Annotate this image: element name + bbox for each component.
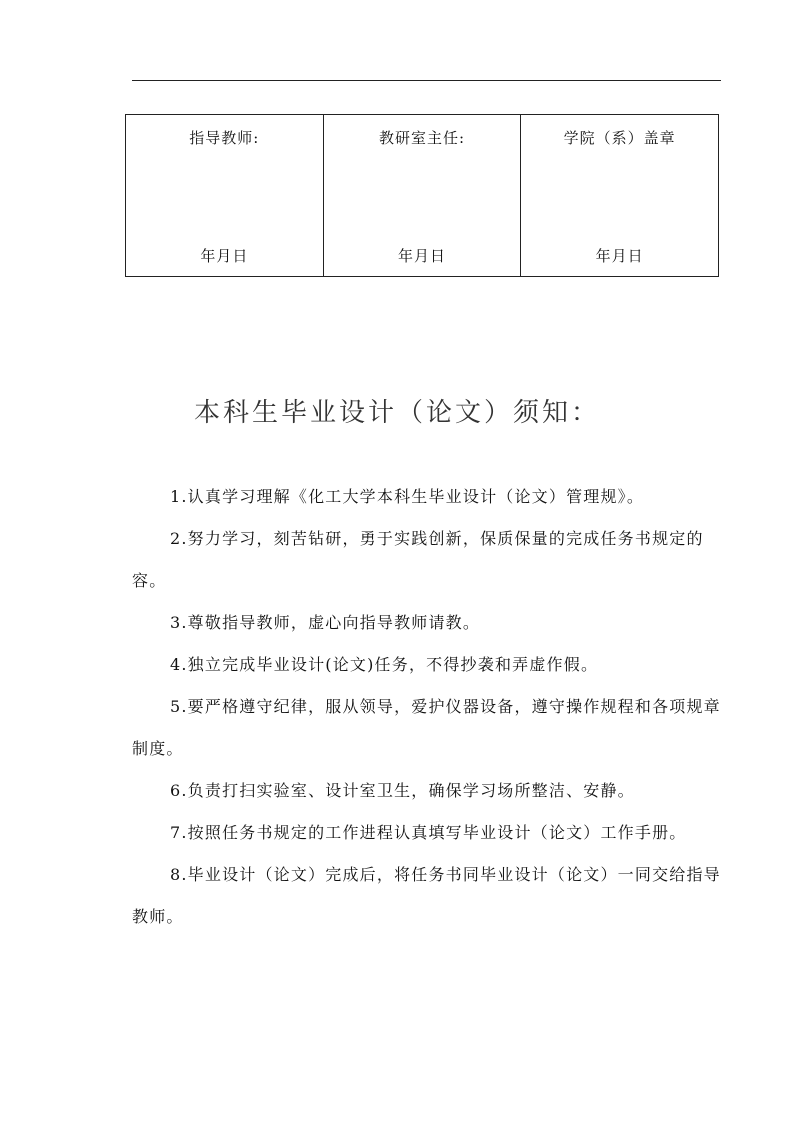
advisor-signature-cell (126, 115, 324, 277)
notice-list (132, 476, 722, 938)
advisor-label: 指导教师: (189, 129, 260, 147)
notice-item: 8.毕业设计（论文）完成后，将任务书同毕业设计（论文）一同交给指导教师。 (132, 865, 721, 926)
notice-item: 4.独立完成毕业设计(论文)任务，不得抄袭和弄虚作假。 (170, 655, 599, 674)
signature-table (125, 114, 719, 277)
notice-item: 5.要严格遵守纪律，服从领导，爱护仪器设备，遵守操作规程和各项规章制度。 (132, 697, 721, 758)
school-seal-cell (521, 115, 719, 277)
header-rule (132, 80, 721, 81)
school-seal-label: 学院（系）盖章 (563, 129, 676, 147)
notice-item: 2.努力学习，刻苦钻研，勇于实践创新，保质保量的完成任务书规定的容。 (132, 529, 704, 590)
notice-item: 3.尊敬指导教师，虚心向指导教师请教。 (170, 613, 481, 632)
notice-item: 7.按照任务书规定的工作进程认真填写毕业设计（论文）工作手册。 (170, 823, 687, 842)
director-date: 年月日 (397, 247, 446, 265)
notice-item: 1.认真学习理解《化工大学本科生毕业设计（论文）管理规》。 (170, 487, 645, 506)
advisor-date: 年月日 (200, 247, 249, 265)
notice-title: 本科生毕业设计（论文）须知： (193, 398, 600, 428)
director-signature-cell (323, 115, 521, 277)
notice-item: 6.负责打扫实验室、设计室卫生，确保学习场所整洁、安静。 (170, 781, 635, 800)
director-label: 教研室主任: (378, 129, 466, 147)
school-seal-date: 年月日 (595, 247, 644, 265)
